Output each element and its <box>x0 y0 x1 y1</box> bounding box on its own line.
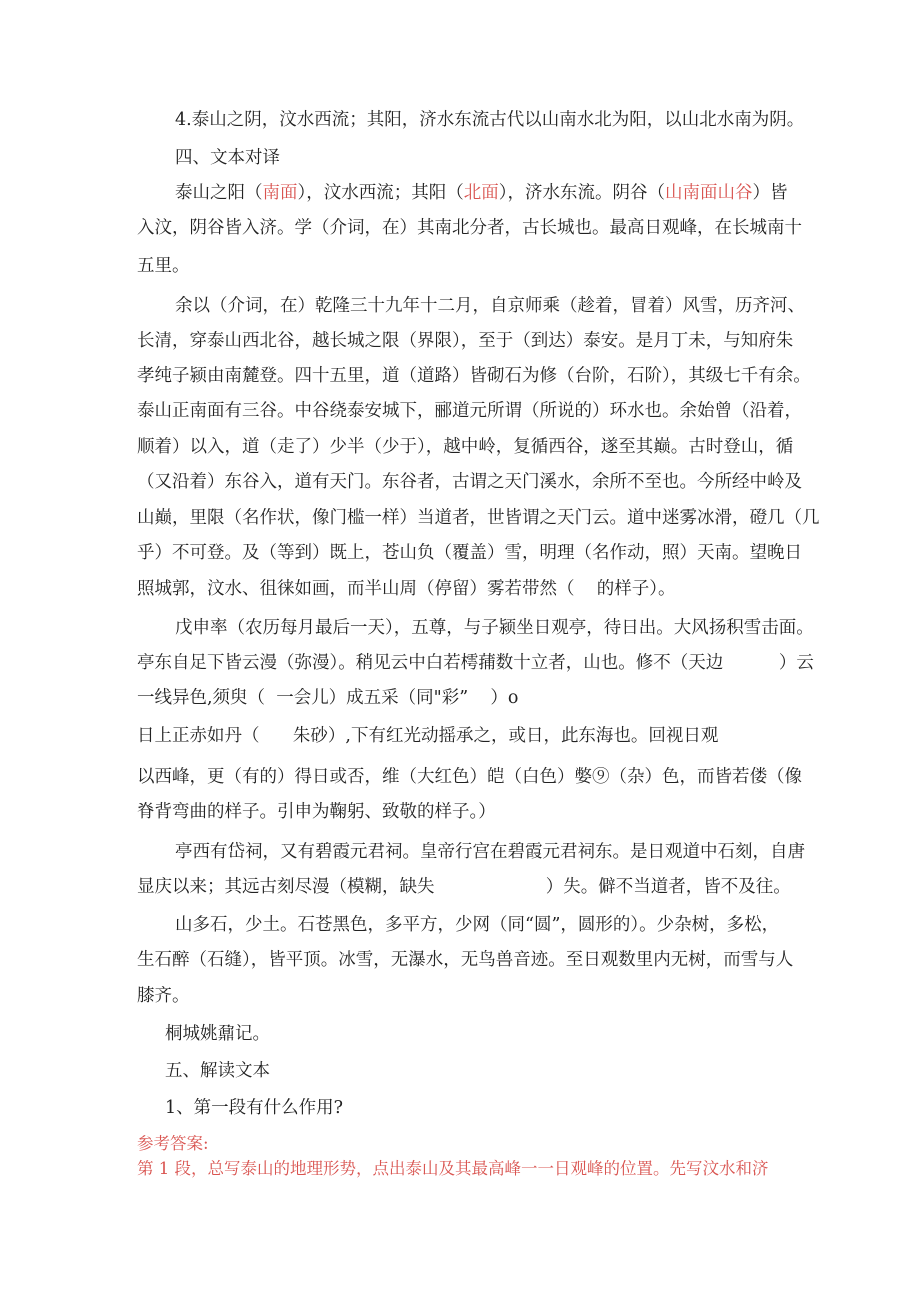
paragraph-3-line-1: 戊申率（农历每月最后一天），五尊，与子颍坐日观亭，待日出。大风扬积雪击面。 <box>175 618 814 638</box>
annotation-south: 南面 <box>262 183 298 203</box>
paragraph-3-line-6: 脊背弯曲的样子。引申为鞠躬、致敬的样子。） <box>137 802 496 822</box>
paragraph-2-line-1: 余以（介词，在）乾隆三十九年十二月，自京师乘（趁着，冒着）风雪，历齐河、 <box>175 296 805 316</box>
annotation-north: 北面 <box>463 183 499 203</box>
question-1: 1、第一段有什么作用? <box>165 1098 344 1118</box>
paragraph-2-line-3: 孝纯子颍由南麓登。四十五里，道（道路）皆砌石为修（台阶，石阶），其级七千有余。 <box>137 366 811 386</box>
note-line-4: 4.泰山之阴，汶水西流；其阳，济水东流古代以山南水北为阳，以山北水南为阴。 <box>175 110 805 130</box>
paragraph-2-line-2: 长清，穿泰山西北谷，越长城之限（界限），至于（到达）泰安。是月丁未，与知府朱 <box>137 331 794 351</box>
paragraph-1-line-3: 五里。 <box>137 256 190 276</box>
section-heading-translation: 四、文本对译 <box>175 148 280 168</box>
answer-label: 参考答案: <box>137 1134 209 1153</box>
paragraph-5-line-2: 生石醉（石缝），皆平顶。冰雪，无瀑水，无鸟兽音迹。至日观数里内无树，而雪与人 <box>137 950 794 970</box>
paragraph-4-line-1: 亭西有岱祠，又有碧霞元君祠。皇帝行宫在碧霞元君祠东。是日观道中石刻，自唐 <box>175 842 805 862</box>
section-heading-interpret: 五、解读文本 <box>165 1061 270 1081</box>
paragraph-3-line-5: 以西峰，更（有的）得日或否，维（大红色）皑（白色）嫳⑨（杂）色，而皆若偻（像 <box>137 767 802 787</box>
paragraph-3-line-4: 日上正赤如丹（ 朱砂）,下有红光动摇承之，或日，此东海也。回视日观 <box>137 726 719 746</box>
author-signature: 桐城姚鼐记。 <box>165 1024 270 1044</box>
paragraph-3-line-2: 亭东自足下皆云漫（弥漫）。稍见云中白若樗蒱数十立者，山也。修不（天边 ）云 <box>137 653 814 673</box>
paragraph-1-line-1 <box>175 181 788 205</box>
text-fragment: ），济水东流。阴谷（ <box>498 183 665 203</box>
paragraph-5-line-3: 膝齐。 <box>137 986 190 1006</box>
text-fragment: ）皆 <box>752 183 788 203</box>
paragraph-3-line-3: 一线异色,须臾（ 一会儿）成五采（同"彩” ）o <box>137 688 519 708</box>
paragraph-2-line-6: （又沿着）东谷入，道有天门。东谷者，古谓之天门溪水，余所不至也。今所经中岭及 <box>137 472 802 492</box>
annotation-valley: 山南面山谷 <box>665 183 753 203</box>
paragraph-2-line-8: 乎）不可登。及（等到）既上，苍山负（覆盖）雪，明理（名作动，照）天南。望晚日 <box>137 543 802 563</box>
paragraph-2-line-9: 照城郭，汶水、徂徕如画，而半山周（停留）雾若带然（ 的样子）。 <box>137 579 676 599</box>
paragraph-5-line-1: 山多石，少土。石苍黑色，多平方，少网（同“圆”，圆形的）。少杂树，多松， <box>175 915 780 935</box>
paragraph-2-line-7: 山巅，里限（名作状，像门槛一样）当道者，世皆谓之天门云。道中迷雾冰滑，磴几（几 <box>137 508 820 528</box>
paragraph-2-line-4: 泰山正南面有三谷。中谷绕泰安城下，郦道元所谓（所说的）环水也。余始曾（沿着， <box>137 401 802 421</box>
paragraph-2-line-5: 顺着）以入，道（走了）少半（少于），越中岭，复循西谷，遂至其巅。古时登山，循 <box>137 437 794 457</box>
text-fragment: 泰山之阳（ <box>175 183 263 203</box>
text-fragment: ），汶水西流；其阳（ <box>297 183 464 203</box>
paragraph-1-line-2: 入汶，阴谷皆入济。学（介词，在）其南北分者，古长城也。最高日观峰，在长城南十 <box>137 218 802 238</box>
answer-text: 第 1 段，总写泰山的地理形势，点出泰山及其最高峰一一日观峰的位置。先写汶水和济 <box>137 1159 769 1178</box>
paragraph-4-line-2: 显庆以来；其远古刻尽漫（模糊，缺失 ）失。僻不当道者，皆不及往。 <box>137 877 791 897</box>
